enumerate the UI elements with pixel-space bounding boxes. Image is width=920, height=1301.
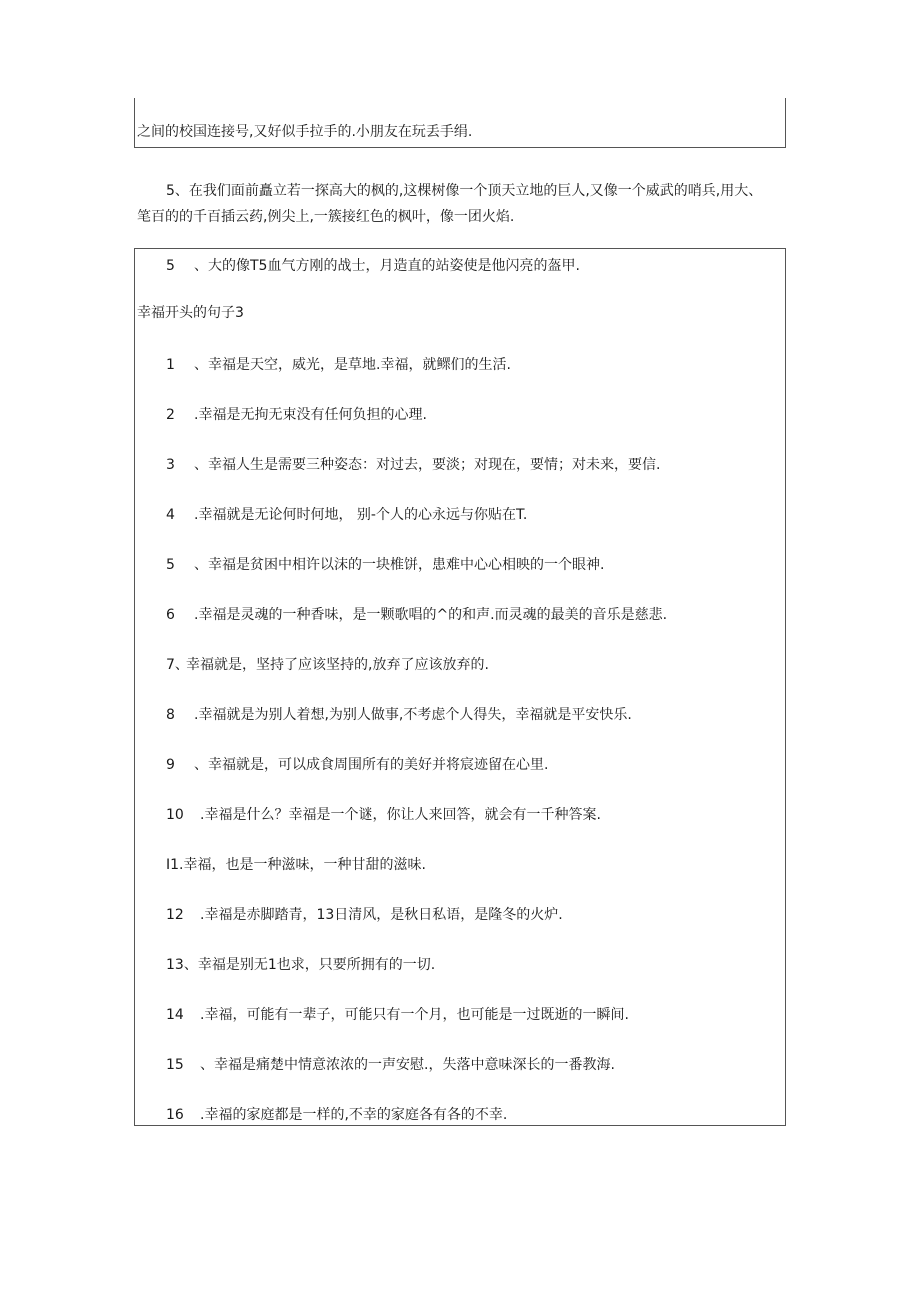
item-text: .幸福，可能有一辈子，可能只有一个月，也可能是一过既逝的一瞬间. — [200, 1007, 629, 1023]
list-item — [166, 655, 489, 675]
item-number: I1. — [166, 857, 184, 873]
item-text: .幸福就是无论何时何地， 别-个人的心永远与你贴在T. — [194, 507, 528, 523]
item-text: .幸福就是为别人着想,为别人做事,不考虑个人得失，幸福就是平安快乐. — [194, 707, 632, 723]
list-item — [166, 955, 435, 975]
intro-number: 5 — [166, 258, 175, 274]
item-text: .幸福是灵魂的一种香味，是一颗歌唱的^的和声.而灵魂的最美的音乐是慈悲. — [194, 607, 668, 623]
item-number: 15 — [166, 1057, 184, 1073]
item-number: 9 — [166, 757, 175, 773]
item-number: 16 — [166, 1107, 184, 1123]
paragraph-line-2: 笔百的的千百插云药,例尖上,一簇接红色的枫叶，像一团火焰. — [137, 209, 515, 225]
item-number: 12 — [166, 907, 184, 923]
item-number: 6 — [166, 607, 175, 623]
list-item — [166, 755, 548, 775]
list-item — [166, 355, 511, 375]
item-text: 、幸福是痛楚中情意浓浓的一声安慰.，失落中意味深长的一番教海. — [200, 1057, 615, 1073]
item-text: 、幸福是天空，威光，是草地.幸福，就鳏们的生活. — [194, 357, 511, 373]
item-number: 5 — [166, 557, 175, 573]
section-heading: 幸福开头的句子3 — [137, 305, 244, 321]
item-text: .幸福是无拘无束没有任何负担的心理. — [194, 407, 427, 423]
item-text: 幸福是别无1也求，只要所拥有的一切. — [197, 957, 436, 973]
intro-line — [166, 256, 580, 276]
list-item — [166, 505, 527, 525]
item-text: .幸福是赤脚踏青，13日清风，是秋日私语，是隆冬的火炉. — [200, 907, 563, 923]
item-text: .幸福是什么？幸福是一个谜，你让人来回答，就会有一千种答案. — [200, 807, 601, 823]
item-text: 、幸福人生是需要三种姿态：对过去，要淡；对现在，要情；对未来，要信. — [194, 457, 661, 473]
list-item — [166, 855, 426, 875]
item-text: .幸福的家庭都是一样的,不幸的家庭各有各的不幸. — [200, 1107, 508, 1123]
item-number: 3 — [166, 457, 175, 473]
item-number: 8 — [166, 707, 175, 723]
list-item — [166, 905, 563, 925]
list-item — [166, 605, 667, 625]
list-item — [166, 1005, 629, 1025]
list-item — [166, 405, 427, 425]
list-item — [166, 1055, 615, 1075]
list-item — [166, 555, 604, 575]
item-number: 7、 — [166, 657, 189, 673]
main-text-box — [134, 248, 786, 1126]
item-number: 10 — [166, 807, 184, 823]
item-number: 13、 — [166, 957, 198, 973]
list-item — [166, 705, 632, 725]
item-text: 幸福，也是一种滋味，一种甘甜的滋味. — [183, 857, 426, 873]
item-text: 幸福就是，坚持了应该坚持的,放弃了应该放弃的. — [186, 657, 489, 673]
item-number: 2 — [166, 407, 175, 423]
item-number: 1 — [166, 357, 175, 373]
list-item — [166, 455, 660, 475]
intro-text: 、大的像T5血气方刚的战士，月造直的站姿使是他闪亮的盔甲. — [194, 258, 580, 274]
item-text: 、幸福是贫困中相许以沫的一块椎饼，患难中心心相映的一个眼神. — [194, 557, 605, 573]
paragraph-line-1: 5、在我们面前矗立若一探高大的枫的,这棵树像一个顶天立地的巨人,又像一个威武的哨兵,用大、 — [166, 183, 763, 199]
item-number: 4 — [166, 507, 175, 523]
item-text: 、幸福就是，可以成食周围所有的美好并将宸迹留在心里. — [194, 757, 549, 773]
list-item — [166, 805, 601, 825]
top-box-text: 之间的校国连接号,又好似手拉手的.小朋友在玩丢手绢. — [137, 124, 473, 140]
list-item — [166, 1105, 507, 1125]
item-number: 14 — [166, 1007, 184, 1023]
